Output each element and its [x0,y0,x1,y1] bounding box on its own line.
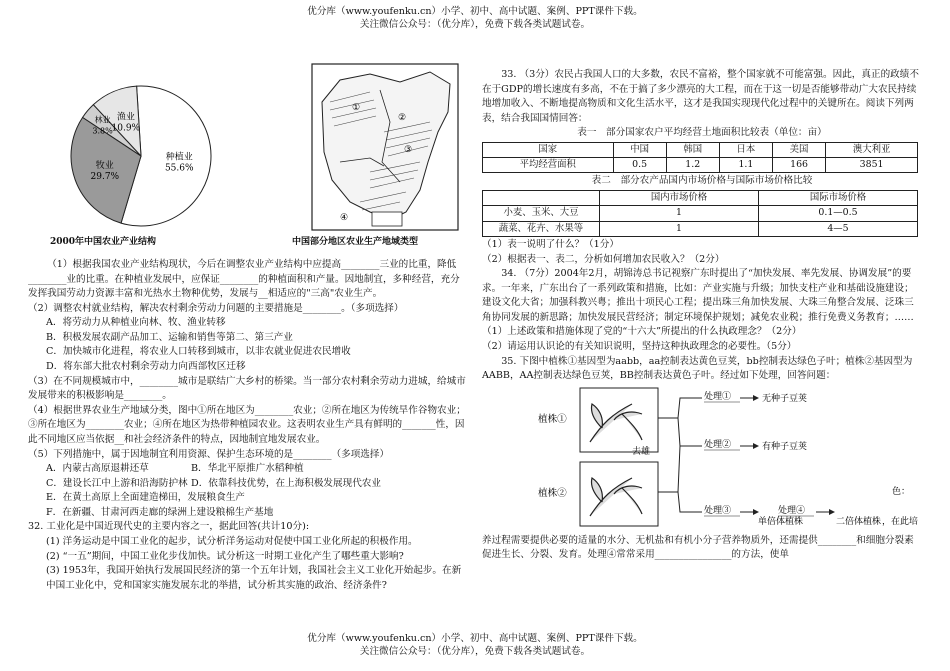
table-cell: 澳大利亚 [826,142,918,157]
q31-options-cd [28,477,468,492]
table-row [483,142,918,157]
pie-slice-percent: 55.6% [164,163,194,174]
footer-line-1: 优分库（www.youfenku.cn）小学、初中、高中试题、案例、PPT课件下载。 [307,633,643,644]
table-cell: 1 [600,221,759,236]
table-cell: 蔬菜、花卉、水果等 [483,221,600,236]
q31-part5: （5）下列措施中，属于因地制宜利用资源、保护生态环境的是________（多项选择） [28,448,390,460]
table-cell: 1 [600,206,759,221]
figure-row [28,70,468,250]
pie-slice-percent: 3.8% [92,126,113,136]
pie-slice-percent: 10.9% [111,123,141,134]
right-column [482,68,922,563]
haploid-plant-label: 单倍体植株 [758,516,804,527]
table-cell: 小麦、玉米、大豆 [483,206,600,221]
table-row [483,158,918,173]
plant1-label: 植株① [538,413,567,425]
china-map-figure [310,62,460,232]
result-seedless-pod: 无种子豆荚 [762,393,808,404]
page-header [0,6,950,32]
table-cell: 4—5 [759,221,918,236]
q31-part1: （1）根据我国农业产业结构现状，今后在调整农业产业结构中应提高________三业的比重，降低________业的比重。在种植业发展中，应保证________的种植面积和产量。因地制宜，多种经营，充分发挥我国劳动力资源丰富和光热水土物种优势，发展与__相适应的"三高"农业生产。 [28,259,460,300]
q33-stem: 33. （3分）农民占我国人口的大多数，农民不富裕，整个国家就不可能富强。因此，真正的政绩不在于GDP的增长速度有多高，不在于搞了多少漂亮的大工程，而在于这一切是否能够带动广大农民持续地增加收入、不断地提高物质和文化生活水平，这才是我国实现现代化过程中的关键所在。阅读下列两表，结合我国国情回答： [482,69,919,124]
table2-caption: 表二 部分农产品国内市场价格与国际市场价格比较 [591,175,813,187]
q33-part1: （1）表一说明了什么？（1分） [482,238,619,250]
pie-caption: 2000年中国农业产业结构 [50,237,157,247]
q34-stem: 34. （7分）2004年2月，胡锦涛总书记视察广东时提出了“加快发展、率先发展、协调发展”的要求。一年来，广东出台了一系列政策和措施，比如：产业实施与升级；加快支柱产业和基础设施建设；建设文化大省；加强科教兴粤；推出十项民心工程；提出珠三角加快发展、大珠三角整合发展、泛珠三角协同发展的新思路；加快发展民营经济；制定环境保护规划；减免农业税；推行免费义务教育；…… [482,268,914,323]
q32-stem: 32. 工业化是中国近现代史的主要内容之一，据此回答(共计10分): [28,521,310,533]
table-cell: 美国 [772,142,825,157]
q34-part1: （1）上述政策和措施体现了党的“十六大”所提出的什么执政理念？（2分） [482,326,802,338]
table1-caption: 表一 部分国家农户平均经营土地面积比较表（单位：亩） [577,127,827,139]
map-marker-4: ④ [340,213,349,223]
q31-5-option-b: B．华北平原推广水稻种植 [191,463,304,475]
table-cell: 1.1 [719,158,772,173]
map-marker-1: ① [352,103,361,113]
table-cell: 韩国 [666,142,719,157]
table-row [483,206,918,221]
left-column [28,70,468,593]
process4-label: 处理④ [778,505,806,516]
map-caption: 中国部分地区农业生产地域类型 [292,237,419,247]
q31-5-option-f: F．在新疆、甘肃河西走廊的绿洲上建设粮棉生产基地 [46,506,274,518]
side-tail: ，在此培 [882,516,919,527]
side-note: 色： [892,486,911,497]
q35-stem: 35. 下图中植株①基因型为aabb，aa控制表达黄色豆荚，bb控制表达绿色子叶；植株②基因型为AABB，AA控制表达绿色豆荚，BB控制表达黄色子叶。经过如下处理，回答问题： [482,355,913,382]
emasculation-label: 去雄 [632,446,651,457]
process1-label: 处理① [704,391,732,402]
plant-diagram [482,384,922,534]
table1 [482,142,918,174]
table-cell: 日本 [719,142,772,157]
table2 [482,190,918,237]
plant-diagram-svg [482,384,922,534]
q33-part2: （2）根据表一、表二，分析如何增加农民收入？（2分） [482,253,725,265]
map-marker-2: ② [398,113,407,123]
pie-slice-label: 种植业 [165,152,193,163]
table-row [483,191,918,206]
plant2-label: 植株② [538,487,567,499]
pie-slice-label: 牧业 [95,161,114,172]
q31-5-option-c: C．建设长江中上游和沿海防护林 [46,477,188,489]
map-marker-3: ③ [404,145,413,155]
footer-line-2: 关注微信公众号：（优分库），免费下载各类试题试卷。 [359,645,591,657]
page-footer [0,633,950,659]
table-cell: 0.5 [613,158,666,173]
q31-option-d: D．将东部大批农村剩余劳动力向西部牧区迁移 [46,361,246,373]
header-line-1: 优分库（www.youfenku.cn）小学、初中、高中试题、案例、PPT课件下载。 [307,6,643,17]
table-cell: 1.2 [666,158,719,173]
table-cell: 平均经营面积 [483,158,614,173]
pie-slice-label: 渔业 [116,112,135,123]
table-cell: 3851 [826,158,918,173]
table-cell: 中国 [613,142,666,157]
table-cell: 166 [772,158,825,173]
pie-slice-percent: 29.7% [90,172,120,183]
pie-chart [46,76,236,236]
table-cell: 国际市场价格 [759,191,918,206]
table-cell: 0.1—0.5 [759,206,918,221]
q32-part1: (1) 洋务运动是中国工业化的起步，试分析洋务运动对促使中国工业化所起的积极作用。 [46,535,418,547]
result-seeded-pod: 有种子豆荚 [762,441,808,452]
q31-5-option-a: A．内蒙古高原退耕还草 [46,463,149,475]
header-line-2: 关注微信公众号：（优分库），免费下载各类试题试卷。 [359,18,591,30]
process2-label: 处理② [704,439,732,450]
table-cell [483,191,600,206]
q31-part4: （4）根据世界农业生产地域分类，图中①所在地区为________农业；②所在地区为传统旱作谷物农业；③所在地区为________农业；④所在地区为热带种植园农业。这表明农业生产具有鲜明的_______性，因此不同地区应当依据__和社会经济条件的特点，因地制宜地发展农业。 [28,404,466,445]
table-row [483,221,918,236]
process3-label: 处理③ [704,505,732,516]
q31-option-c: C．加快城市化进程，将农业人口转移到城市，以非农就业促进农民增收 [46,346,351,358]
q32-part3: (3) 1953年，我国开始执行发展国民经济的第一个五年计划，我国社会主义工业化开始起步。在新中国工业化中，党和国家实施发展东北的举措，试分析其实施的政治、经济条件? [46,565,462,591]
q31-5-option-e: E．在黄土高原上全面建造梯田，发展粮食生产 [46,492,245,504]
q31-part3: （3）在不同规模城市中，________城市是联结广大乡村的桥梁。当一部分农村剩余劳动力进城，给城市发展带来的积极影响是________。 [28,375,466,402]
q32-part2: (2) “一五”期间，中国工业化步伐加快。试分析这一时期工业化产生了哪些重大影响? [46,550,404,562]
table-cell: 国内市场价格 [600,191,759,206]
q31-option-a: A．将劳动力从种植业向林、牧、渔业转移 [46,317,226,329]
diploid-plant-label: 二倍体植株 [836,516,882,527]
q31-5-option-d: D．依靠科技优势，在上海积极发展现代农业 [191,477,381,489]
question-31-block [28,258,468,593]
q35-tail: 养过程需要提供必要的适量的水分、无机盐和有机小分子营养物质外，还需提供________和细胞分裂素促进生长、分裂、发育。处理④常常采用________________的方法，使单 [482,534,914,561]
q31-options-ab [28,462,468,477]
q34-part2: （2）请运用认识论的有关知识说明，坚持这种执政理念的必要性。（5分） [482,341,797,352]
map-inset [372,212,402,226]
q31-part2: （2）调整农村就业结构，解决农村剩余劳动力问题的主要措施是________。（多项选择） [28,302,404,314]
pie-slice-label: 林业 [94,115,111,125]
q31-option-b: B．积极发展农副产品加工、运输和销售等第二、第三产业 [46,331,293,343]
table-cell: 国家 [483,142,614,157]
